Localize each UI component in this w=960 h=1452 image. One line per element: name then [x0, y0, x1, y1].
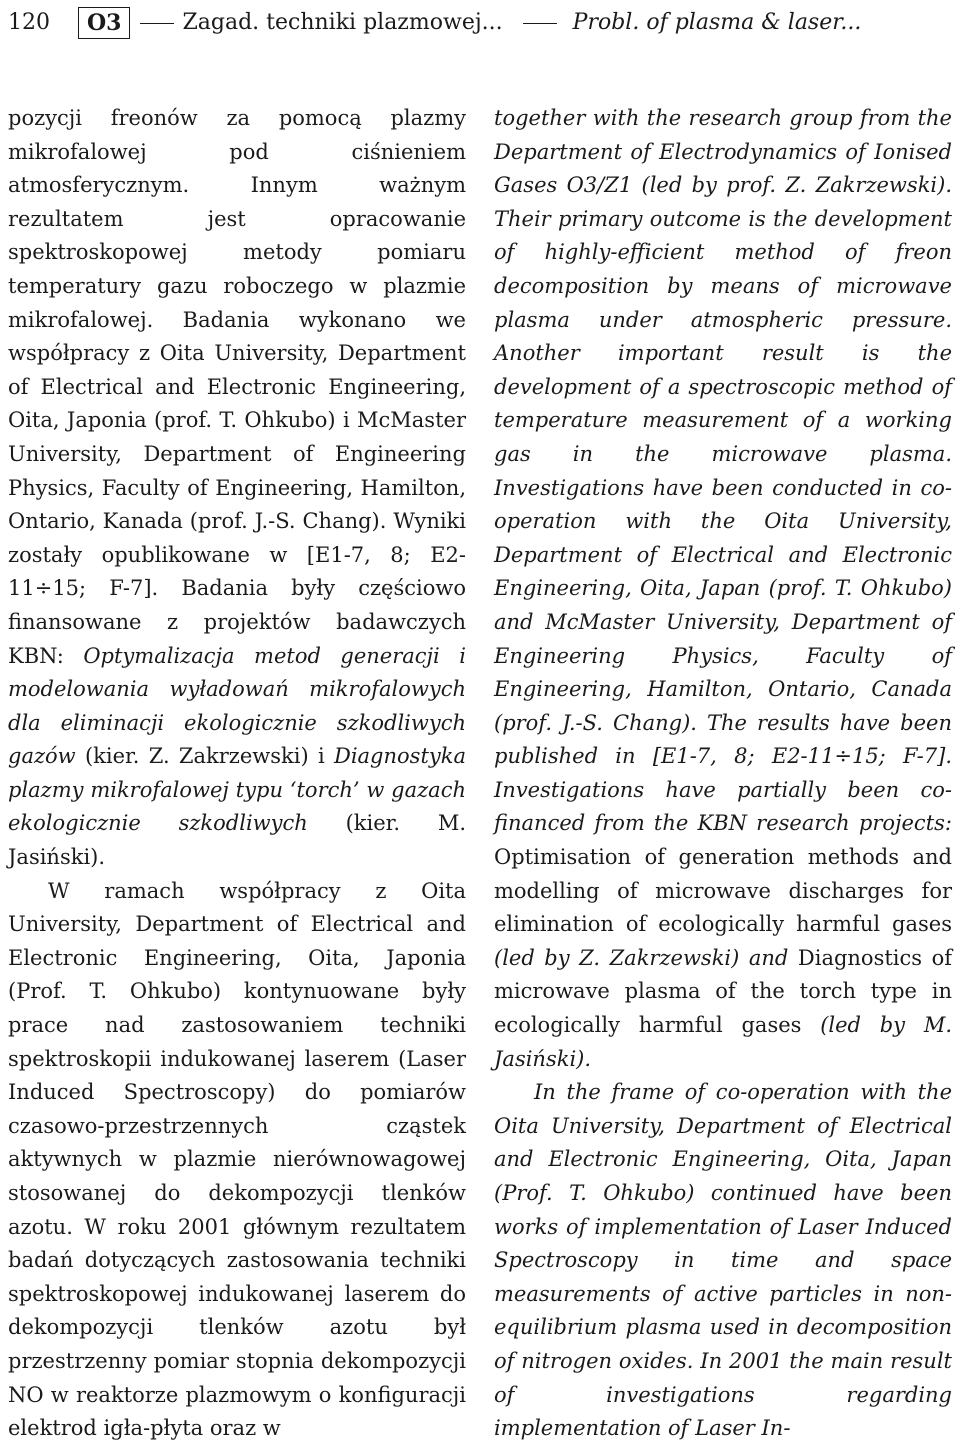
left-p1-text-a: pozycji freonów za pomocą plazmy mikrofalowej pod ciśnieniem atmosferycznym. Innym ważnym rezultatem jest opracowanie spektroskopowej metody pomiaru temperatury gazu roboczego w plazmie mikrofalowej. Badania wykonano we współpracy z Oita University, Department of Electrical and Electronic Engineering, Oita, Japonia (prof. T. Ohkubo) i McMaster University, Department of Engineering Physics, Faculty of Engineering, Hamilton, Ontario, Kanada (prof. J.-S. Chang). Wyniki zostały opublikowane w [E1-7, 8; E2-11÷15; F-7]. Badania były częściowo finansowane z projektów badawczych KBN:: [8, 106, 466, 668]
header-dash-left: [140, 23, 174, 24]
right-p1-project-1-title: Optimisation of generation methods and modelling of microwave discharges for elimination of ecologically harmful gases: [494, 845, 952, 937]
left-paragraph-2: W ramach współpracy z Oita University, Department of Electrical and Electronic Engineering, Oita, Japonia (Prof. T. Ohkubo) kontynuowane były prace nad zastosowaniem techniki spektroskopii indukowanej laserem (Laser Induced Spectroscopy) do pomiarów czasowo-przestrzennych cząstek aktywnych w plazmie nierównowagowej stosowanej do dekompozycji tlenków azotu. W roku 2001 głównym rezultatem badań dotyczących zastosowania techniki spektroskopowej indukowanej laserem do dekompozycji tlenków azotu był przestrzenny pomiar stopnia dekompozycji NO w reaktorze plazmowym o konfiguracji elektrod igła-płyta oraz w: [8, 878, 466, 1441]
right-p1-text-a: together with the research group from the Department of Electrodynamics of Ionised Gases O3/Z1 (led by prof. Z. Zakrzewski). Their primary outcome is the development of highly-efficient method of freon decomposition by means of microwave plasma under atmospheric pressure. Another important result is the development of a spectroscopic method of temperature measurement of a working gas in the microwave plasma. Investigations have been conducted in co-operation with the Oita University, Department of Electrical and Electronic Engineering, Oita, Japan (prof. T. Ohkubo) and McMaster University, Department of Engineering Physics, Faculty of Engineering, Hamilton, Ontario, Canada (prof. J.-S. Chang). The results have been published in [E1-7, 8; E2-11÷15; F-7]. Investigations have partially been co-financed from the KBN research projects:: [494, 106, 952, 836]
header-title-english: Probl. of plasma & laser...: [572, 10, 862, 35]
right-p1-project-2-title: Diagnostics of microwave plasma of the torch type in ecologically harmful gases: [494, 945, 952, 1038]
page-number: 120: [8, 10, 50, 35]
left-p1-text-e: (kier. M. Jasiński).: [8, 811, 466, 870]
left-paragraph-1: [8, 102, 466, 875]
right-paragraph-1: [494, 102, 952, 1076]
header-title-polish: Zagad. techniki plazmowej...: [182, 10, 503, 35]
left-p1-project-1-title: Optymalizacja metod generacji i modelowania wyładowań mikrofalowych dla eliminacji ekologicznie szkodliwych gazów: [8, 643, 466, 769]
left-p1-text-c: (kier. Z. Zakrzewski) i: [75, 744, 334, 769]
left-column-polish: [8, 102, 466, 1446]
right-column-english: [494, 102, 952, 1446]
right-paragraph-2: In the frame of co-operation with the Oita University, Department of Electrical and Electronic Engineering, Oita, Japan (Prof. T. Ohkubo) continued have been works of implementation of Laser Induced Spectroscopy in time and space measurements of active particles in non-equilibrium plasma used in decomposition of nitrogen oxides. In 2001 the main result of investigations regarding implementation of Laser In-: [494, 1080, 952, 1441]
right-p1-text-e: (led by M. Jasiński).: [494, 1013, 952, 1071]
running-header: [8, 4, 958, 42]
right-p1-text-c: (led by Z. Zakrzewski) and: [494, 945, 798, 970]
section-code-box: O3: [78, 7, 130, 39]
header-dash-right: [523, 23, 557, 24]
left-p1-project-2-title: Diagnostyka plazmy mikrofalowej typu ‘torch’ w gazach ekologicznie szkodliwych: [8, 744, 466, 836]
